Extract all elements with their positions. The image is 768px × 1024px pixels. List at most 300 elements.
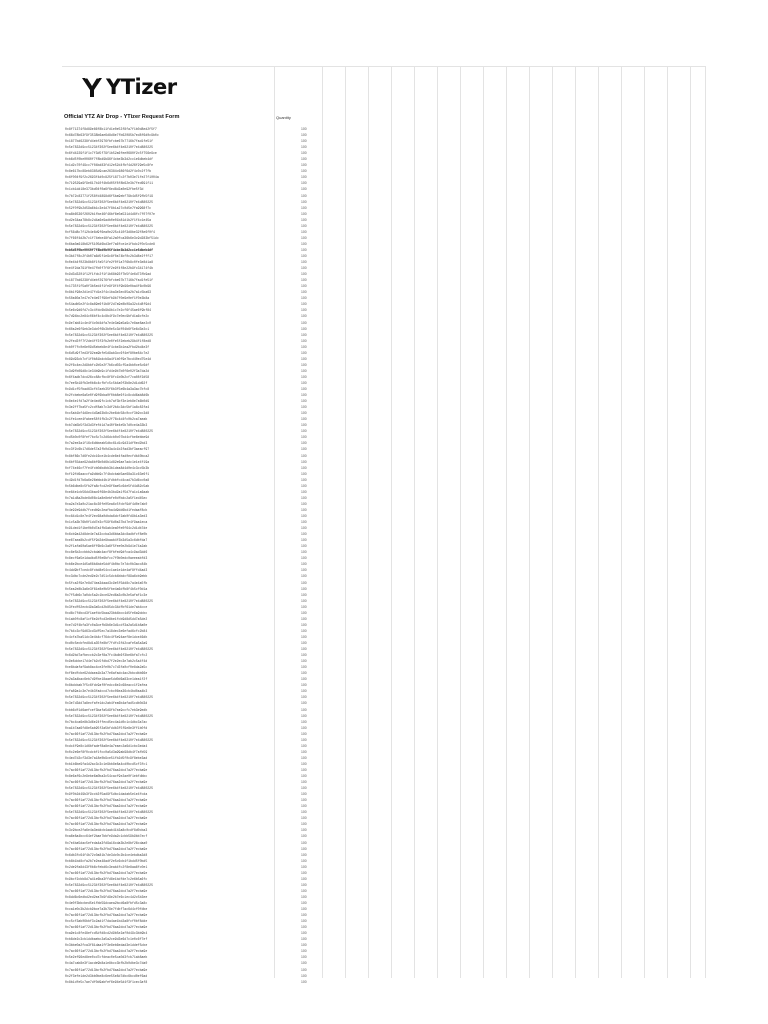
wallet-address: 0xe84e1cb56dd3bac6f68e4b3bd2a1f5d7fa1c1a6aab — [65, 489, 150, 494]
quantity-value: 100 — [301, 647, 307, 652]
quantity-value: 100 — [301, 683, 307, 688]
quantity-value: 100 — [301, 840, 307, 845]
quantity-value: 100 — [301, 556, 307, 561]
wallet-address: 0x9bcf2cbb8d7a41e6ba3ffd8e1bdfde7c2e6b5a6fc — [65, 876, 148, 881]
quantity-value: 100 — [301, 314, 307, 319]
grid-column-line — [667, 66, 668, 978]
wallet-address: 0x5e7832d9cc51234f302f5ee6b4f4e8210f7e4d880225 — [65, 737, 153, 742]
wallet-address: 0x3d9fb09d8c1e34b9b9c1fd4e9b7b0f6e02f3a7da2d — [65, 368, 150, 373]
quantity-value: 100 — [301, 870, 307, 875]
wallet-address: 0xd8c7fdbcd3f1aefdc5baa23bb4bcc4d5fe6a9dcbc — [65, 610, 148, 615]
wallet-address: 0x8e617bc89eb8385d9cae26384c686f6d2f4c0c2f7fb — [65, 169, 152, 174]
quantity-value: 100 — [301, 949, 307, 954]
wallet-address: 0x8b1dfe5c7ae7df0d9abfef6e94e5d4f3f1cec3af8 — [65, 979, 148, 984]
quantity-value: 100 — [301, 749, 307, 754]
quantity-value: 100 — [301, 562, 307, 567]
wallet-address: 0xc5ab1bf4d9ec4d3a63b8c2be6dc58c0ccf3b9cc3d8 — [65, 411, 150, 416]
wallet-address: 0x5e7832d9cc51234f302f5ee6b4f4e8210f7e4d880225 — [65, 713, 153, 718]
wallet-address: 0x8b1f98e2d1e47fd1e2f4c1ba3e3ec85a2b7a1c5ba63 — [65, 290, 152, 295]
wallet-address: 0xf74e46cf7fe4fcb0dbdbb3b1dea8d4d0e4c3cc5b3b — [65, 465, 150, 470]
wallet-address: 0x52f0f9b2d59a6b1c3e4d7f8b1a27c0d5e7fa9968f7c — [65, 205, 152, 210]
wallet-address: 0xf6edfcbe62ddaea1b3a77e6afadc4ac2bbcdbb66e — [65, 671, 148, 676]
wallet-address: 0x5e7832d9cc51234f302f5ee6b4f4e8210f7e4d880225 — [65, 429, 153, 434]
form-title: Official YTZ Air Drop - YTizer Request Form — [64, 114, 180, 120]
quantity-value: 100 — [301, 127, 307, 131]
quantity-value: 100 — [301, 628, 307, 633]
wallet-address: 0xd0c5ecbfed8d1a35fe8bf7fdfc3fd2cafe5a5a3a9 — [65, 640, 148, 645]
wallet-address: 0x4e0f3bbcbed5e1fbb59dcaea2bcd6a8fbfd5c3a8c — [65, 901, 148, 905]
wallet-address: 0x7ac66f1af72d13bcfb2fbd76aa2dcd7a2f7ecba9e — [65, 846, 148, 851]
wallet-address: 0xe8bdafaf9ab8ac4ce3fe0b7c7d3fa0cf0e8da2a5c — [65, 665, 148, 670]
wallet-address: 0x0e4b4f023b8b8f1fa5f1fe2f0f1a7f6b8c0fe3e8d1a8 — [65, 260, 153, 265]
wallet-address: 0x8f71374f8d89e86f8b11fd1e0e53f8fa7f1b0d8ed2f5f7 — [65, 127, 157, 131]
wallet-address: 0xe4f2da791f0e47fb0f7f6f2e9f4f8e22b9fc34174f4b — [65, 266, 153, 271]
quantity-value: 100 — [301, 526, 307, 531]
quantity-value: 100 — [301, 338, 307, 343]
quantity-value: 100 — [301, 888, 307, 893]
wallet-address: 0x5e7832d9cc51234f302f5ee6b4f4e8210f7e4d880225 — [65, 647, 153, 652]
quantity-value: 100 — [301, 925, 307, 930]
grid-column-line — [368, 66, 369, 978]
quantity-value: 100 — [301, 610, 307, 615]
wallet-address: 0x2a3a4bac6eb7d9fbe18aae5dd0d6a83ce1dea1f2f — [65, 677, 148, 682]
wallet-address: 0x5ea2e8b3a6e3f61e8e0b5fbe4a6dfb8f4b5cf0d1a — [65, 586, 148, 591]
wallet-address: 0x7ac66f1af72d13bcfb2fbd76aa2dcd7a2f7ecba9e — [65, 888, 148, 893]
quantity-value: 100 — [301, 447, 307, 452]
wallet-address: 0x6f004f9f2c2693f4d0c825f1877c2f7b03e71fe27f1004a — [65, 175, 159, 180]
quantity-value: 100 — [301, 471, 307, 476]
quantity-value: 100 — [301, 326, 307, 331]
wallet-address: 0x2f1afa60a5ae8ff6b6c3a6f5fee0e2b9d1e74a2ab — [65, 544, 148, 549]
quantity-value: 100 — [301, 743, 307, 748]
wallet-address: 0x7ee5b18fb3e0b6c4cfbfc5c5b4a0f3b8e2d1dd62f — [65, 380, 148, 385]
quantity-value: 100 — [301, 828, 307, 833]
wallet-address: 0x4ed7d2cf3d3e7a18e0b9ce51fb2d5f0c9f8ebe3ad — [65, 755, 148, 760]
wallet-address: 0x5e7832d9cc51234f302f5ee6b4f4e8210f7e4d880225 — [65, 145, 153, 150]
quantity-value: 100 — [301, 961, 307, 966]
quantity-value: 100 — [301, 713, 307, 718]
quantity-value: 100 — [301, 435, 307, 440]
wallet-address: 0x8bf86c7d6fe2dc16ce1b4cde8e4fad0ecfdb40bca2 — [65, 453, 150, 458]
quantity-value: 100 — [301, 604, 307, 609]
quantity-value: 100 — [301, 175, 307, 180]
wallet-address: 0x3bbe0a2fca3f81daa1ff3e8eb6edad3e1ddef5cbe — [65, 943, 148, 948]
quantity-value: 100 — [301, 205, 307, 210]
quantity-value: 100 — [301, 284, 307, 289]
wallet-address: 0x6cb9a42d8de4e7a43ccba3d6bba3dc8adbfcf8e0b — [65, 532, 148, 537]
quantity-value: 100 — [301, 937, 307, 942]
wallet-address: 0x7b4c3cf9d63cd3df5ec7a18dec3e6efad6cfc2b84 — [65, 628, 148, 633]
quantity-value: 100 — [301, 514, 307, 518]
quantity-value: 100 — [301, 217, 307, 222]
quantity-value: 100 — [301, 247, 307, 252]
wallet-address: 0x1735f1f5a0f3b5ed4f1fe9f9f4f9b96e0ba4f6c0b96 — [65, 284, 152, 289]
wallet-address: 0x49d1fd7b6a6e26ebbd4b1fdbbfcd4cad7b3d6cc0a8 — [65, 477, 150, 482]
wallet-address: 0x3b47f8c2f4b07a6d5f1e9c8f0a74bf0c2b3d8e2fff17 — [65, 253, 153, 258]
quantity-value: 100 — [301, 290, 307, 295]
quantity-value: 100 — [301, 344, 307, 349]
quantity-value: 100 — [301, 507, 307, 512]
quantity-value: 100 — [301, 538, 307, 543]
wallet-address: 0x7d94bc2e84c06bf4c4c8b4f9c7e0ec9bfd1a6cfe2c — [65, 314, 150, 319]
grid-column-line — [621, 66, 622, 978]
wallet-address: 0x5e7832d9cc51234f302f5ee6b4f4e8210f7e4d880225 — [65, 882, 153, 887]
quantity-value: 100 — [301, 356, 307, 361]
wallet-address: 0x5e7832d9cc51234f302f5ee6b4f4e8210f7e4d880225 — [65, 598, 153, 603]
wallet-address: 0x7ac66f1af72d13bcfb2fbd76aa2dcd7a2f7ecba9e — [65, 767, 148, 772]
quantity-value: 100 — [301, 568, 307, 573]
grid-column-line — [506, 66, 507, 978]
quantity-value: 100 — [301, 483, 307, 488]
wallet-address: 0x3fedf02ecb49a3a5cd2b85dc34dfbf61de7ab4cce — [65, 604, 148, 609]
quantity-value: 100 — [301, 362, 307, 367]
quantity-value: 100 — [301, 864, 307, 869]
wallet-address: 0xb7da5b5f3d3d3fefd1d7a40f8e4e5b7d0ce4a33b3 — [65, 423, 148, 428]
wallet-address: 0x6bf55dae92da8bf6b0d6b1d82e6ae7adc1e1e4f19a — [65, 459, 150, 464]
quantity-value: 100 — [301, 816, 307, 821]
wallet-address: 0x5fca3f9e7e8d74ea3daad3c9e5f5dd8c7a4e4a5fb — [65, 580, 148, 585]
wallet-address: 0x5e7832d9cc51234f302f5ee6b4f4e8210f7e4d880225 — [65, 810, 153, 815]
wallet-address: 0x2fcbebe6a5e0fd9f6bba0f0bb8e6f1c8cdd6ab8d6b — [65, 393, 150, 398]
quantity-value: 100 — [301, 157, 307, 162]
quantity-value: 100 — [301, 894, 307, 899]
wallet-address: 0xc5cf3ab06bbf3c2ad1f7da4ae1bd2a8fcf0bf8dde — [65, 919, 148, 924]
wallet-address: 0x4cfa7ba51dc3e4b4cf76dc4f5e94aef8e1dce46db — [65, 634, 148, 639]
quantity-value: 100 — [301, 665, 307, 670]
quantity-value: 100 — [301, 955, 307, 960]
wallet-address: 0x1ab0fc8af1cf6e2dfcd3e8be1fcb9d8d5dd7a5de2 — [65, 616, 148, 621]
quantity-value: 100 — [301, 187, 307, 192]
wallet-address: 0x66d78b63f9f3538b6ae6d8d8e7fb62085b7ed8f6d0c9b0c — [65, 133, 159, 138]
wallet-address: 0xb6e2bce4d5a08b4bde5ddf4b0bc7e7dc0b3acc84b — [65, 562, 148, 567]
wallet-address: 0xf56d8c7f12b4e8d9f6ea0e225c410f3d8be32f8e6f0f4 — [65, 229, 155, 234]
wallet-address: 0x2f3efe1de2d3bb0be8c6ee55e8d7dbc6bcd0ef6ad — [65, 973, 148, 978]
quantity-value: 100 — [301, 332, 307, 337]
wallet-address: 0x7e4ba5dac5efeda4a3fd9a16cda3b2e8bf26cdaa0 — [65, 840, 148, 845]
wallet-address: 0x4dd9bf7cedc8fcbd8e54cc1ae1e1de4af8ffd4ad3 — [65, 568, 148, 573]
quantity-value: 100 — [301, 622, 307, 627]
quantity-value: 100 — [301, 677, 307, 682]
wallet-address: 0xc3dbc7cde2ed9e2c7d51c5dcb4bbdcf89a6cb9ebb — [65, 574, 148, 579]
quantity-value: 100 — [301, 133, 307, 138]
wallet-address: 0xbb6df1d6aefcef3bafa5d9fb7ea9ccfc7eb3e9edb — [65, 707, 148, 712]
quantity-value: 100 — [301, 429, 307, 434]
quantity-value: 100 — [301, 707, 307, 712]
quantity-value: 100 — [301, 193, 307, 198]
wallet-address: 0x6d5d9f7ed3f92ea9bfe5d9ab3cc6f4ef80be84c7e2 — [65, 350, 150, 355]
wallet-address: 0x9f0b2d49b3f9ccb3f5ad9f5dbc1dadab5e1e4fcda — [65, 792, 148, 797]
quantity-value: 100 — [301, 973, 307, 978]
address-list — [62, 126, 322, 985]
wallet-address: 0x7a1d8a2bde8d08c1a8e8ebfe0dfbdc2a5f1ed45ec — [65, 495, 148, 500]
quantity-value: 100 — [301, 719, 307, 724]
quantity-value: 100 — [301, 901, 307, 905]
quantity-value: 100 — [301, 858, 307, 863]
grid-column-line — [391, 66, 392, 978]
wallet-address: 0xc8e5b2ccbbb2cbdab4acf8fbfed9dfca4c9ad3dd6 — [65, 550, 148, 555]
grid-column-line — [705, 66, 706, 978]
wallet-address: 0x3e2ff7ba5fc2cdf8ab7c3df2b4c3dc5bf1a8c83fa4 — [65, 405, 150, 410]
quantity-value: 100 — [301, 804, 307, 809]
wallet-address: 0x7ac66f1af72d13bcfb2fbd76aa2dcd7a2f7ecba9e — [65, 870, 148, 875]
wallet-address: 0x91ded1f1be0b0d7a4fb9ab4ea0fe0f64c2d1db7de — [65, 526, 148, 531]
wallet-address: 0x9d1cf5fbad63cfb7aeb35f6b3f5e6b4a3a3ac7bfc8 — [65, 387, 150, 392]
quantity-value: 100 — [301, 792, 307, 797]
grid-column-line — [575, 66, 576, 978]
wallet-address: 0x7ac66f1af72d13bcfb2fbd76aa2dcd7a2f7ecba9e — [65, 949, 148, 954]
quantity-value: 100 — [301, 943, 307, 948]
quantity-value: 100 — [301, 761, 307, 766]
wallet-address: 0xd2e34aa78b8c2d4a6e9adb0e01b81d1b2f1f4c1e45a — [65, 217, 152, 222]
wallet-address: 0xb6d5f0be0060f7f8bd9b96f4cbe3b3d2cc1e6dbeb4df — [65, 157, 153, 162]
quantity-value: 100 — [301, 767, 307, 772]
quantity-value: 100 — [301, 822, 307, 827]
grid-column-line — [345, 66, 346, 978]
wallet-address: 0xa1b7aa6fd8e5ab95f2a5bfddb3f5f9e8e3ff1b0fd — [65, 725, 148, 730]
quantity-value: 100 — [301, 459, 307, 464]
quantity-value: 100 — [301, 308, 307, 313]
wallet-address: 0x5e7832d9cc51234f302f5ee6b4f4e8210f7e4d880225 — [65, 332, 153, 337]
wallet-address: 0x8bdcbab7f5c6fdc9af0fedcc6e2c68eacc1f2afea — [65, 683, 148, 688]
grid-column-line — [690, 66, 691, 978]
wallet-address: 0x7f66f4d2b7c1f74ebe48fa12a0fca36b6e3c9d283bf51dc — [65, 235, 159, 240]
quantity-value: 100 — [301, 725, 307, 730]
wallet-address: 0x6db3fc64f4b72c0a81b7de3dc0c2b4ce4ebdba3d8 — [65, 852, 148, 857]
quantity-value: 100 — [301, 846, 307, 851]
wallet-address: 0xe7d2f4bfa3fc0a3cefb9b6e3d1cdf3a2a5d1b8a0e — [65, 622, 148, 627]
wallet-address: 0x60a2e6f9eb3e3dc0f6b3b0e5c3df04b6f5e6d3e2c1 — [65, 326, 150, 331]
wallet-address: 0xb1b6be9fa4d2ac3c3c1e9bb8e8a4cd0bcd5cf3fc1 — [65, 761, 148, 766]
wallet-address: 0x7ac66f1af72d13bcfb2fbd76aa2dcd7a2f7ecba9e — [65, 816, 148, 821]
quantity-value: 100 — [301, 163, 307, 168]
wallet-address: 0x89d93cb7cf1f0b81bdcb9a4f1b0f9e7bcd40ed75e4d — [65, 356, 152, 361]
wallet-address: 0x1877bd6238fd4ebf2976fbfcbe67b7716b7fad1fe51f — [65, 139, 153, 144]
wallet-address: 0x8dd6c6edbd2ed2ea7b9fd9e2b7e6c1ec4d2c5b3ee — [65, 894, 148, 899]
grid-column-line — [483, 66, 484, 978]
quantity-value: 100 — [301, 695, 307, 700]
quantity-value: 100 — [301, 453, 307, 458]
quantity-value: 100 — [301, 780, 307, 785]
quantity-value: 100 — [301, 278, 307, 283]
quantity-value: 100 — [301, 979, 307, 984]
quantity-value: 100 — [301, 151, 307, 156]
wallet-address: 0x2de9fa8d43f0b6cfebd6c3eab4fc2f8e8aa6fc0e1 — [65, 864, 148, 869]
quantity-value: 100 — [301, 574, 307, 579]
quantity-value: 100 — [301, 241, 307, 246]
quantity-value: 100 — [301, 876, 307, 881]
wallet-address: 0x6ba0a618b62f5105d6bd3ef7a6fce1e1fbdc2f0c5cde8 — [65, 241, 155, 246]
quantity-value: 100 — [301, 544, 307, 549]
wallet-address: 0x5e7832d9cc51234f302f5ee6b4f4e8210f7e4d880225 — [65, 695, 153, 700]
wallet-address: 0x4e92e9ddb7fcedb9c2eafba4d9dd6bd1fedaaf8cb — [65, 507, 148, 512]
wallet-address: 0xd5b0c0f8fef7bc5c7c2d6dcb0c07bd4cfbe6ebbe9d — [65, 435, 150, 440]
quantity-value: 100 — [301, 211, 307, 216]
wallet-address: 0xa6e8a4bcc64ef2bae7bbfe9da2c1cbb59b9bb7ecf — [65, 834, 148, 839]
wallet-address: 0xb8b1bd8cfa2b7e2ea48adf2e5c6cb4f1bdd5f0bd5 — [65, 858, 148, 863]
grid-column-line — [414, 66, 415, 978]
quantity-value: 100 — [301, 659, 307, 664]
quantity-value: 100 — [301, 489, 307, 494]
grid-column-line — [322, 66, 323, 978]
wallet-address: 0x8e4e1fd7a2f4e4ed9fc1cb7af3bf3e1eb8e7a6b0d9 — [65, 399, 150, 404]
quantity-value: 100 — [301, 634, 307, 639]
wallet-address: 0x6fd4229f1f1c7f3d5f79f1b52a6fee0680f2c5f756e9ce — [65, 151, 157, 156]
quantity-value: 100 — [301, 253, 307, 258]
wallet-address: 0x6f4adb7dcd26cc88cfbc8f8fc1b0b2cf7ca08f2d58 — [65, 374, 150, 379]
quantity-value: 100 — [301, 380, 307, 385]
quantity-value: 100 — [301, 731, 307, 736]
quantity-value: 100 — [301, 320, 307, 325]
grid-column-line — [552, 66, 553, 978]
wallet-address: 0x719529a9f9e617b10f4b6d05f8f8b62e3b7fed691f11 — [65, 181, 153, 186]
quantity-value: 100 — [301, 350, 307, 355]
quantity-value: 100 — [301, 199, 307, 204]
quantity-value: 100 — [301, 882, 307, 887]
brand-name: YTizer — [106, 75, 177, 99]
quantity-value: 100 — [301, 393, 307, 398]
wallet-address: 0x9e8dcbe17d4e7b2c5fdbd7f2e2ec3e7ab2c5a4f4d — [65, 659, 148, 664]
grid-column-line — [460, 66, 461, 978]
wallet-address: 0xfa89a1c3e7e4b3fadccd7cbc06ea36cb4bd0aa4b3 — [65, 689, 148, 694]
wallet-address: 0x8e6af6c2e9ebe6a0ba3c54cacf9e2ae0f1ebfdbbc — [65, 774, 148, 779]
quantity-value: 100 — [301, 907, 307, 912]
wallet-address: 0xb0f7fc0e6e09d5ebeb8e4f4cbe3b1ea2fbd2bd4e3f — [65, 344, 150, 349]
quantity-value: 100 — [301, 586, 307, 591]
quantity-value: 100 — [301, 967, 307, 972]
quantity-value: 100 — [301, 616, 307, 621]
quantity-value: 100 — [301, 640, 307, 645]
wallet-address: 0x2f6c4ec2d9bbfc2b5e2f7b6cd03cf5a4bb0ce5c6df — [65, 362, 150, 367]
quantity-value: 100 — [301, 223, 307, 228]
quantity-value: 100 — [301, 913, 307, 918]
quantity-value: 100 — [301, 465, 307, 470]
wallet-address: 0x7ac66f1af72d13bcfb2fbd76aa2dcd7a2f7ecba9e — [65, 804, 148, 809]
quantity-value: 100 — [301, 931, 307, 936]
quantity-value: 100 — [301, 501, 307, 506]
wallet-address: 0xa2a7e3a0c21ac8c30fe05ea6c5fcbf9df4d0e7ab0 — [65, 501, 148, 506]
quantity-value: 100 — [301, 755, 307, 760]
wallet-address: 0x3c9bce2fa6e4a3eddcb4aab41b3a8c0cdf8d0cba3 — [65, 828, 148, 833]
quantity-value: 100 — [301, 520, 307, 525]
wallet-address: 0xc84d1c8e7e4f2ec68a0dbda6dcf2ab0fd9b1a3ed3 — [65, 514, 148, 518]
quantity-value: 100 — [301, 296, 307, 301]
quantity-value: 100 — [301, 834, 307, 839]
table-row — [62, 979, 322, 985]
wallet-address: 0xca1e0c3b2dcb9bce7a3b79e7fdbf7ac6d4cf0fdbe — [65, 907, 148, 912]
logo-cell — [62, 66, 274, 108]
wallet-address: 0xf19fd6aaccfa9dbb9c7f4bdcbab5ae68a31c63e6f1 — [65, 471, 150, 476]
quantity-value: 100 — [301, 374, 307, 379]
quantity-value: 100 — [301, 441, 307, 446]
wallet-address: 0x7ac66f1af72d13bcfb2fbd76aa2dcd7a2f7ecba9e — [65, 731, 148, 736]
grid-column-line — [644, 66, 645, 978]
grid-column-line — [598, 66, 599, 978]
wallet-address: 0x7ac66f1af72d13bcfb2fbd76aa2dcd7a2f7ecba9e — [65, 822, 148, 827]
quantity-value: 100 — [301, 411, 307, 416]
quantity-value: 100 — [301, 810, 307, 815]
ytizer-logo-icon — [80, 75, 104, 99]
wallet-address: 0x4a7cab8e3f1acde9b8a1e8bcc3bfb2b0dbe3c7da0 — [65, 961, 148, 966]
quantity-value: 100 — [301, 786, 307, 791]
wallet-address: 0x7a2ee3a1f16c6dbbeab5dbc61d1c9d31df0ed2bd3 — [65, 441, 148, 446]
wallet-address: 0x3e7d3dd7a8ecfafe1dc2ab4fea6b4afad5cdb0d3d — [65, 701, 148, 706]
quantity-value: 100 — [301, 272, 307, 277]
quantity-value: 100 — [301, 774, 307, 779]
quantity-value: 100 — [301, 532, 307, 537]
wallet-address: 0x5e2ef96ed8ee0cd7cfdeac0e5ca0d3fcb71ab8aeb — [65, 955, 148, 960]
quantity-value: 100 — [301, 139, 307, 144]
quantity-value: 100 — [301, 495, 307, 500]
wallet-address: 0x1c5a3b76b0f1dd7e3cf59f6d0a37bd7e4f9aa1eca — [65, 520, 148, 525]
wallet-address: 0x5e6c9d6fd7c3c4fdc6b9b9b1c7e2cf6f45ae6f9bf84 — [65, 308, 152, 313]
quantity-value: 100 — [301, 399, 307, 404]
wallet-address: 0x7b72c83771f258fd4898d6f5ba9ebf79b4d5f9fb5f19 — [65, 193, 153, 198]
quantity-value: 100 — [301, 580, 307, 585]
wallet-address: 0xb6d5f0be0060f7f8bd9b96f4cbe3b3d2cc1e6dbeb4df — [65, 247, 153, 252]
wallet-address: 0x1cb1dd18e373bd04f0a6f6ed8d2a0e92fbe5f3d — [65, 187, 144, 192]
wallet-address: 0x7f5db6c7a0dc5a2c1bce92ed6a3c0b2e5afaf1c3e — [65, 592, 148, 597]
quantity-value: 100 — [301, 550, 307, 555]
wallet-address: 0xc3f2c6b17d6de57a3fb0d3a4c1b3fad3bf3aeacf97 — [65, 447, 150, 452]
quantity-value: 100 — [301, 405, 307, 410]
wallet-address: 0x0c2e6ef8f0cdcbf1fcc0a5d3a99ab98db4f7afb59 — [65, 749, 148, 754]
grid-column-line — [529, 66, 530, 978]
wallet-address: 0x9d3d3201f12f1fdc2f1f1b68b93f7b5f4e6d73fb9ad — [65, 272, 152, 277]
quantity-value: 100 — [301, 423, 307, 428]
quantity-value: 100 — [301, 302, 307, 307]
quantity-value: 100 — [301, 229, 307, 234]
spreadsheet — [62, 66, 706, 984]
quantity-value: 100 — [301, 477, 307, 482]
quantity-value: 100 — [301, 145, 307, 150]
quantity-value: 100 — [301, 260, 307, 265]
wallet-address: 0x7ac66f1af72d13bcfb2fbd76aa2dcd7a2f7ecba9e — [65, 925, 148, 930]
wallet-address: 0x1fe1cee4fabee58f4fb3c2f76c4d4fc0b2ca7aeab — [65, 417, 148, 422]
quantity-value: 100 — [301, 798, 307, 803]
wallet-address: 0xe67aea8b2cdf5f9d2de9baab4f3b3d5a3c6dbfda7 — [65, 538, 148, 543]
quantity-value: 100 — [301, 592, 307, 597]
wallet-address: 0x7ac66f1af72d13bcfb2fbd76aa2dcd7a2f7ecba9e — [65, 967, 148, 972]
wallet-address: 0x7ac66f1af72d13bcfb2fbd76aa2dcd7a2f7ecba9e — [65, 913, 148, 918]
quantity-value: 100 — [301, 368, 307, 373]
quantity-value: 100 — [301, 181, 307, 186]
quantity-value: 100 — [301, 737, 307, 742]
wallet-address: 0x5e7832d9cc51234f302f5ee6b4f4e8210f7e4d880225 — [65, 199, 153, 204]
wallet-address: 0xa9e1c8fe48efcd5dfd8cd2d9b5e2af0d49c3bb9b4 — [65, 931, 148, 936]
brand-logo — [80, 75, 177, 99]
grid-column-line — [437, 66, 438, 978]
wallet-address: 0xb8de2c3cb1ddbaebc2a5a2ce9d3e6d7c1e0c6f7ef — [65, 937, 148, 942]
quantity-value: 100 — [301, 387, 307, 392]
wallet-address: 0xdc4f9e8c1d6bfadef8a8e4a7eaec2a6d1cbc3eda4 — [65, 743, 148, 748]
wallet-address: 0x7ac66f1af72d13bcfb2fbd76aa2dcd7a2f7ecba9e — [65, 798, 148, 803]
quantity-value: 100 — [301, 417, 307, 422]
wallet-address: 0x5e7832d9cc51234f302f5ee6b4f4e8210f7e4d880225 — [65, 786, 153, 791]
wallet-address: 0x5b6dbe8c5fb2fa8cfcd2e9f6ae5c6de5fd4d82c5ab — [65, 483, 150, 488]
quantity-value: 100 — [301, 671, 307, 676]
wallet-address: 0x8ecf6a5e1dadbd5f0e6bfcc7f0b0edc0aeeeabfd3 — [65, 556, 148, 561]
quantity-value: 100 — [301, 689, 307, 694]
wallet-address: 0x7bc4ca6e8b3d6e24ffecd5ec4a1d0c1c4dbc3a7ac — [65, 719, 148, 724]
quantity-value: 100 — [301, 852, 307, 857]
quantity-value: 100 — [301, 266, 307, 271]
quantity-header: Quantity — [276, 115, 291, 120]
wallet-address: 0x1877bd6238fd4ebf2976fbfcbe67b7716b7fad1fe51f — [65, 278, 153, 283]
quantity-value: 100 — [301, 235, 307, 240]
quantity-value: 100 — [301, 598, 307, 603]
wallet-address: 0x2fed3ff7f2de4ff3f3fb2e0fe5f2ebeb29b4f1f8ed8 — [65, 338, 152, 343]
wallet-address: 0x7ac66f1af72d13bcfb2fbd76aa2dcd7a2f7ecba9e — [65, 780, 148, 785]
